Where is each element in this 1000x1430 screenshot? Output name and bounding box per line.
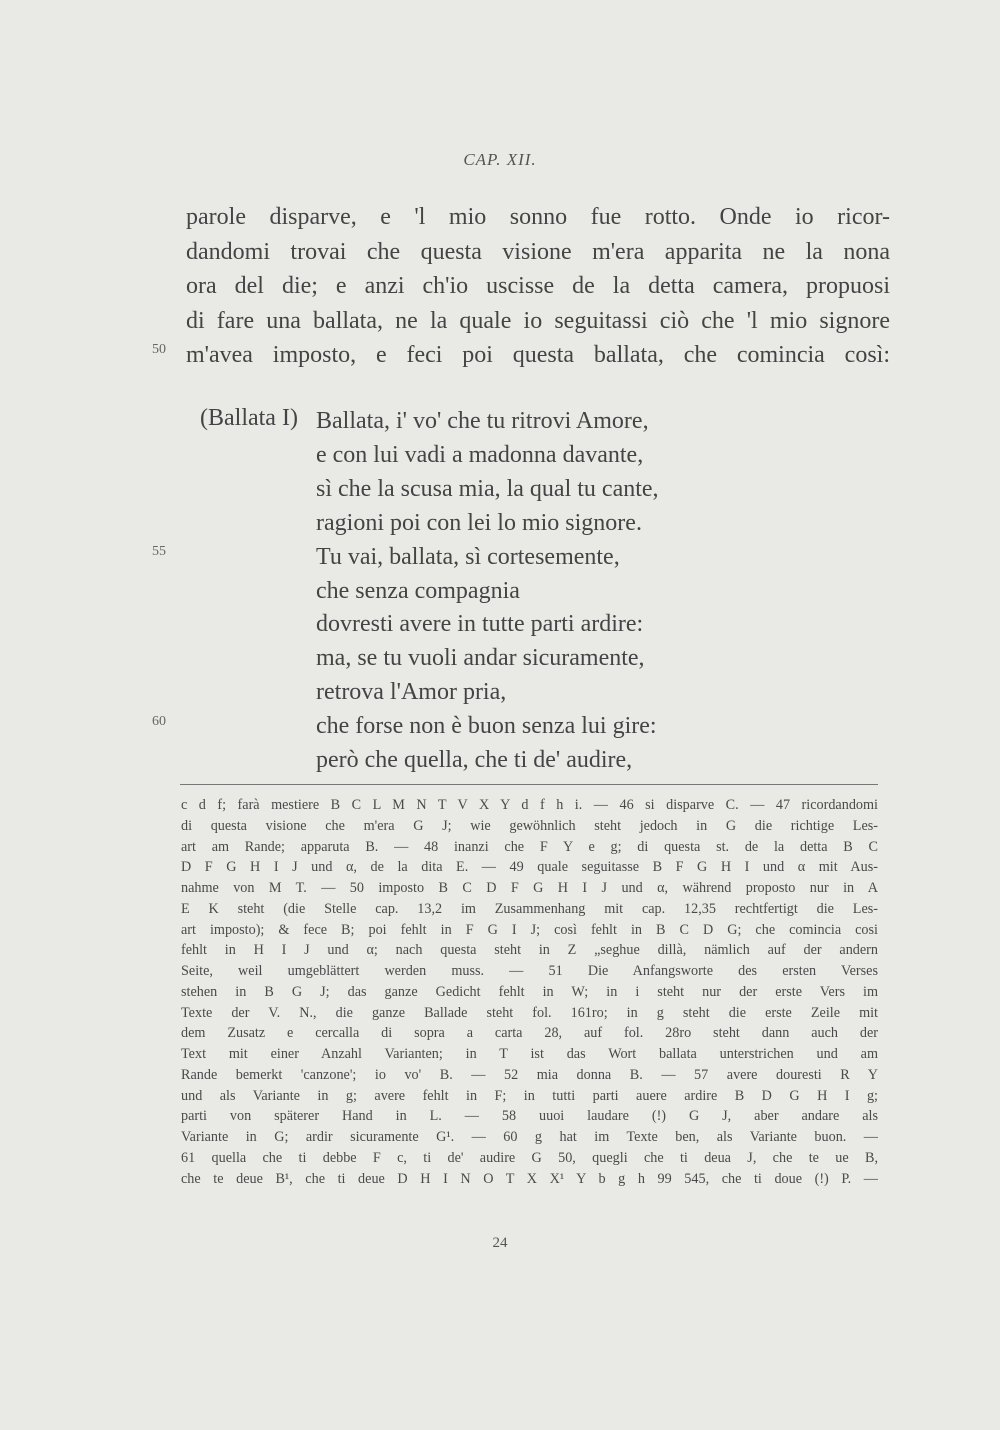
verse-line: ma, se tu vuoli andar sicuramente, (316, 645, 645, 672)
verse-line: retrova l'Amor pria, (316, 679, 507, 706)
prose-paragraph (186, 200, 890, 373)
verse-line: Ballata, i' vo' che tu ritrovi Amore, (316, 408, 649, 434)
line-number: 55 (152, 544, 166, 559)
apparatus-line: E K steht (die Stelle cap. 13,2 im Zusammenhang mit cap. 12,35 rechtfertigt die Les- (181, 900, 878, 917)
apparatus-line: Text mit einer Anzahl Varianten; in T ist das Wort ballata unterstrichen und am (181, 1046, 878, 1062)
apparatus-line: fehlt in H I J und α; nach questa steht in Z „seghue dillà, nämlich auf der andern (181, 942, 878, 959)
apparatus-line: Variante in G; ardir sicuramente G¹. — 60 g hat im Texte ben, als Variante buon. — (181, 1129, 878, 1145)
footnote-divider (180, 784, 878, 785)
apparatus-line: che te deue B¹, che ti deue D H I N O T X X¹ Y b g h 99 545, che ti doue (!) P. — (181, 1170, 878, 1187)
apparatus-line: di questa visione che m'era G J; wie gewöhnlich steht jedoch in G die richtige Les- (181, 817, 878, 834)
apparatus-line: Seite, weil umgeblättert werden muss. — 51 Die Anfangsworte des ersten Verses (181, 963, 878, 979)
ballata-verses (316, 405, 659, 778)
apparatus-line: 61 quella che ti debbe F c, ti de' audire G 50, quegli che ti deua J, che te ue B, (181, 1149, 878, 1166)
apparatus-line: D F G H I J und α, de la dita E. — 49 quale seguitasse B F G H I und α mit Aus- (181, 859, 878, 876)
apparatus-line: nahme von M T. — 50 imposto B C D F G H I J und α, während proposto nur in A (181, 880, 878, 896)
verse-line: che forse non è buon senza lui gire: (316, 713, 657, 740)
prose-line: di fare una ballata, ne la quale io seguitassi ciò che 'l mio signore (186, 307, 890, 334)
verse-line: Tu vai, ballata, sì cortesemente, (316, 543, 620, 570)
verse-line: dovresti avere in tutte parti ardire: (316, 611, 644, 638)
apparatus-line: und als Variante in g; avere fehlt in F; in tutti parti auere ardire B D G H I g; (181, 1087, 878, 1104)
prose-line: parole disparve, e 'l mio sonno fue rotto. Onde io ricor- (186, 204, 890, 230)
verse-line: ragioni poi con lei lo mio signore. (316, 509, 642, 536)
verse-line: che senza compagnia (316, 577, 520, 604)
apparatus-line: Texte der V. N., die ganze Ballade steht fol. 161ro; in g steht die erste Zeile mit (181, 1004, 878, 1021)
apparatus-line: dem Zusatz e cercalla di sopra a carta 28, auf fol. 28ro steht dann auch der (181, 1025, 878, 1042)
verse-line: sì che la scusa mia, la qual tu cante, (316, 475, 659, 502)
apparatus-line: art am Rande; apparuta B. — 48 inanzi che F Y e g; di questa st. de la detta B C (181, 838, 878, 855)
apparatus-line: art imposto); & fece B; poi fehlt in F G I J; così fehlt in B C D G; che comincia cosi (181, 921, 878, 938)
line-number: 50 (152, 342, 166, 357)
apparatus-line: Rande bemerkt 'canzone'; io vo' B. — 52 mia donna B. — 57 avere douresti R Y (181, 1066, 878, 1083)
apparatus-line: parti von späterer Hand in L. — 58 uuoi laudare (!) G J, aber andare als (181, 1108, 878, 1125)
line-number: 60 (152, 714, 166, 729)
ballata-label: (Ballata I) (200, 405, 298, 431)
apparatus-line: stehen in B G J; das ganze Gedicht fehlt in W; in i steht nur der erste Vers im (181, 983, 878, 1000)
critical-apparatus (181, 795, 878, 1189)
apparatus-line: c d f; farà mestiere B C L M N T V X Y d f h i. — 46 si disparve C. — 47 ricordandomi (181, 797, 878, 813)
prose-line: ora del die; e anzi ch'io uscisse de la detta camera, propuosi (186, 273, 890, 299)
page-number: 24 (492, 1235, 508, 1251)
prose-line: m'avea imposto, e feci poi questa ballata, che comincia così: (186, 342, 890, 368)
verse-line: e con lui vadi a madonna davante, (316, 441, 644, 468)
running-title: CAP. XII. (463, 150, 537, 169)
verse-line: però che quella, che ti de' audire, (316, 747, 633, 774)
prose-line: dandomi trovai che questa visione m'era apparita ne la nona (186, 238, 890, 265)
